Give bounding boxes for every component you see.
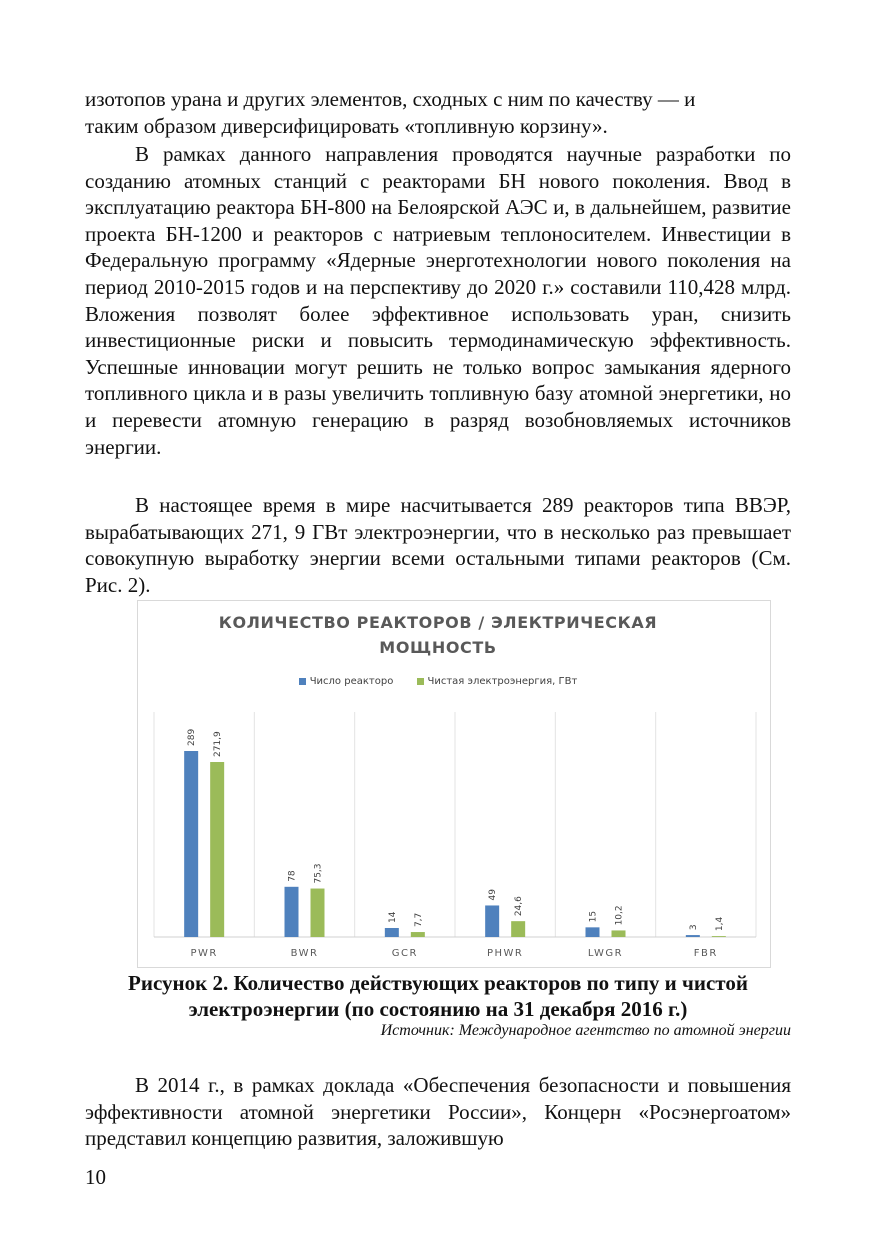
paragraph-rosenergoatom: В 2014 г., в рамках доклада «Обеспечения безопасности и повышения эффективности атомной энергетики России», Концерн «Росэнергоатом» представил концепцию развития, заложившую bbox=[85, 1073, 791, 1151]
figure-caption-line1: Рисунок 2. Количество действующих реакторов по типу и чистой bbox=[128, 971, 748, 995]
bar-gcr-reactors bbox=[385, 928, 399, 937]
data-label-gcr-energy: 7,7 bbox=[413, 912, 424, 928]
bar-pwr-reactors bbox=[184, 751, 198, 937]
data-label-fbr-energy: 1,4 bbox=[714, 916, 725, 932]
bar-bwr-reactors bbox=[285, 887, 299, 937]
data-label-lwgr-energy: 10,2 bbox=[614, 905, 625, 926]
paragraph-vver-reactors: В настоящее время в мире насчитывается 289 реакторов типа ВВЭР, вырабатывающих 271, 9 ГВт электроэнергии, что в несколько раз превышает совокупную выработку энергии всеми остальными типами реакторов (См. Рис. 2). bbox=[85, 493, 791, 597]
page-number: 10 bbox=[85, 1165, 106, 1189]
chart-title-line1: КОЛИЧЕСТВО РЕАКТОРОВ / ЭЛЕКТРИЧЕСКАЯ bbox=[218, 613, 658, 632]
x-tick-label-pwr: PWR bbox=[190, 948, 218, 959]
data-label-fbr-reactors: 3 bbox=[688, 924, 699, 931]
legend-label-reactors: Число реакторо bbox=[309, 676, 394, 687]
paragraph-bn-reactors: В рамках данного направления проводятся научные разработки по созданию атомных станций с реакторами БН нового поколения. Ввод в эксплуатацию реактора БН-800 на Белоярской АЭС и, в дальнейшем, развитие проекта БН-1200 и реакторов с натриевым теплоносителем. Инвестиции в Федеральную программу «Ядерные энерготехнологии нового поколения на период 2010-2015 годов и на перспективу до 2020 г.» составили 110,428 млрд. Вложения позволят более эффективное использовать уран, снизить инвестиционные риски и повысить термодинамическую эффективность. Успешные инновации могут решить не только вопрос замыкания ядерного топливного цикла и в разы увеличить топливную базу атомной энергетики, но и перевести атомную генерацию в разряд возобновляемых источников энергии. bbox=[85, 142, 791, 459]
bar-lwgr-reactors bbox=[586, 927, 600, 937]
figure-source: Источник: Международное агентство по атомной энергии bbox=[380, 1022, 791, 1039]
bar-bwr-energy bbox=[311, 889, 325, 937]
data-label-pwr-reactors: 289 bbox=[187, 728, 198, 746]
bar-gcr-energy bbox=[411, 932, 425, 937]
bar-lwgr-energy bbox=[612, 930, 626, 937]
bar-pwr-energy bbox=[210, 762, 224, 937]
paragraph-continuation-line1: изотопов урана и других элементов, сходных с ним по качеству — и bbox=[85, 87, 696, 111]
chart-title-line2: МОЩНОСТЬ bbox=[379, 638, 497, 657]
data-label-phwr-energy: 24,6 bbox=[514, 896, 525, 917]
x-tick-label-fbr: FBR bbox=[693, 948, 718, 959]
bar-fbr-energy bbox=[712, 936, 726, 937]
data-label-gcr-reactors: 14 bbox=[387, 911, 398, 923]
figure-caption-line2: электроэнергии (по состоянию на 31 декабря 2016 г.) bbox=[188, 997, 688, 1021]
x-tick-label-lwgr: LWGR bbox=[587, 948, 624, 959]
data-label-phwr-reactors: 49 bbox=[488, 889, 499, 901]
x-tick-label-gcr: GCR bbox=[391, 948, 418, 959]
bar-fbr-reactors bbox=[686, 935, 700, 937]
legend-label-energy: Чистая электроэнергия, ГВт bbox=[427, 676, 578, 687]
bar-phwr-energy bbox=[511, 921, 525, 937]
data-label-lwgr-reactors: 15 bbox=[588, 910, 599, 923]
data-label-pwr-energy: 271,9 bbox=[213, 731, 224, 758]
data-label-bwr-reactors: 78 bbox=[287, 870, 298, 882]
bar-phwr-reactors bbox=[485, 905, 499, 937]
paragraph-continuation-line2: таким образом диверсифицировать «топливную корзину». bbox=[85, 114, 608, 138]
x-tick-label-bwr: BWR bbox=[290, 948, 319, 959]
data-label-bwr-energy: 75,3 bbox=[313, 863, 324, 884]
x-tick-label-phwr: PHWR bbox=[486, 948, 524, 959]
